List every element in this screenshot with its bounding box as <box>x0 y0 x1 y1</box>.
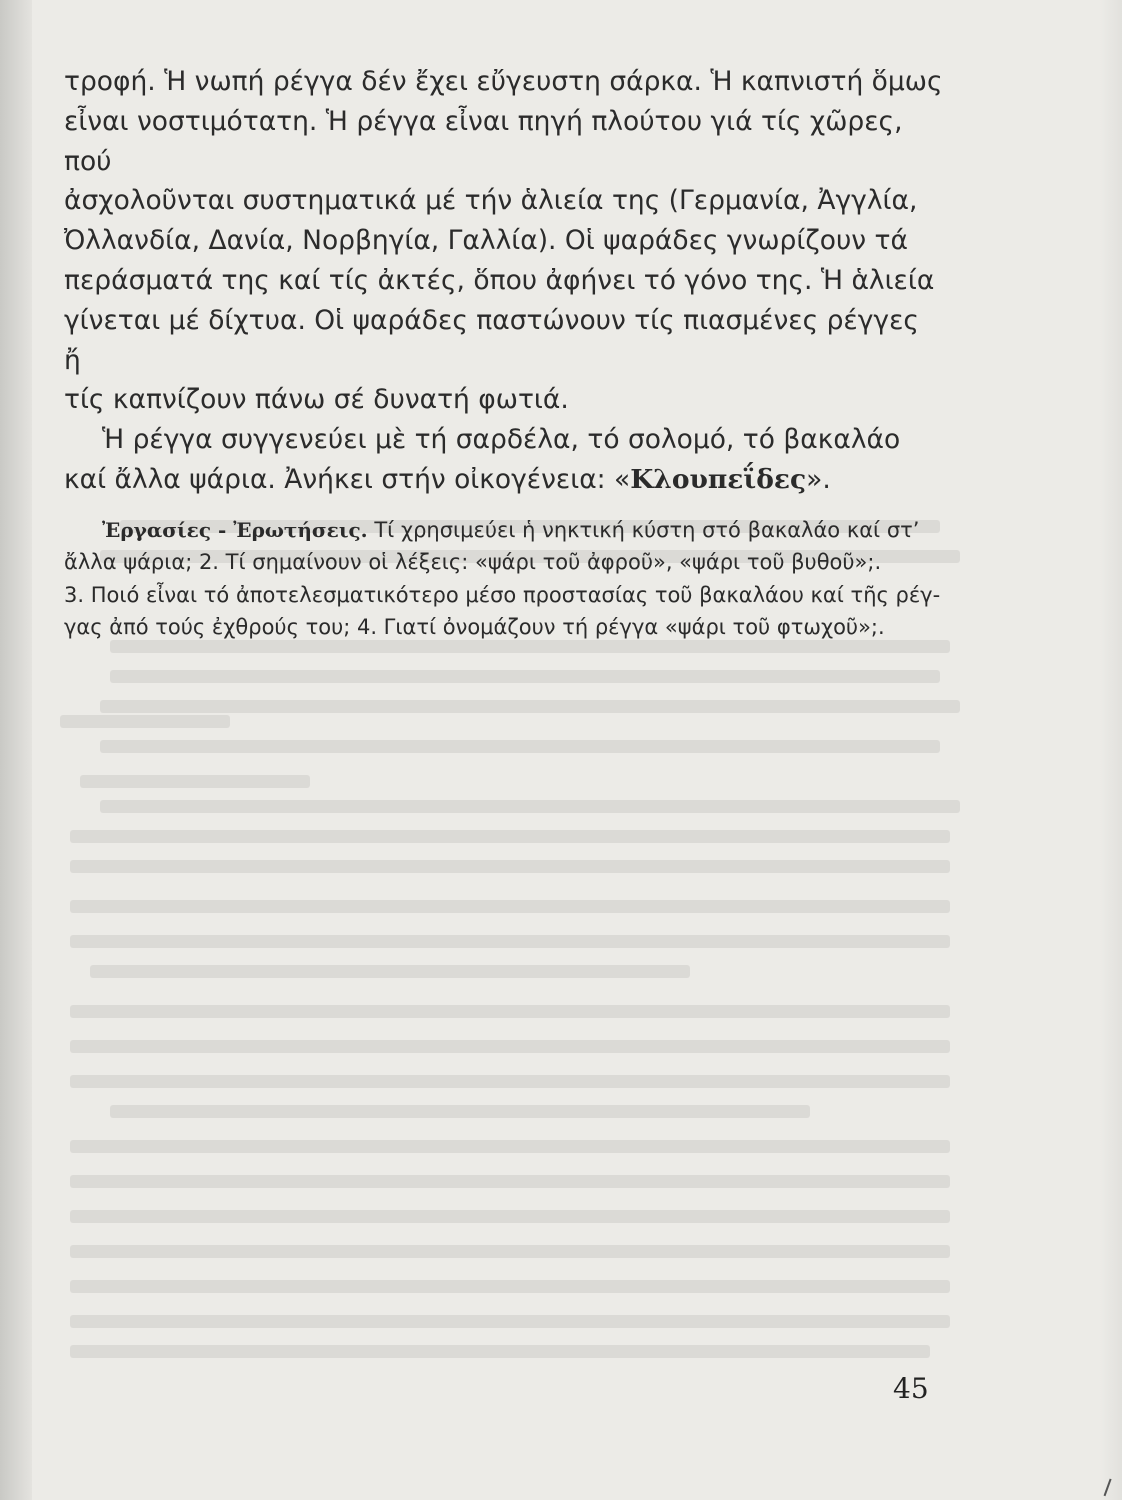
text-line: γίνεται μέ δίχτυα. Οἱ ψαράδες παστώνουν τίς πιασμένες ρέγγες ἤ <box>64 304 919 376</box>
page-number: 45 <box>893 1372 929 1405</box>
exercise-line: 3. Ποιό εἶναι τό ἀποτελεσματικότερο μέσο προστασίας τοῦ βακαλάου καί τῆς ρέγ- <box>64 582 941 607</box>
exercise-line: ἄλλα ψάρια; 2. Τί σημαίνουν οἱ λέξεις: «ψάρι τοῦ ἀφροῦ», «ψάρι τοῦ βυθοῦ»;. <box>64 550 882 575</box>
exercises-label: Ἐργασίες - Ἐρωτήσεις. <box>102 517 368 542</box>
text-line: Ἡ ρέγγα συγγενεύει μὲ τή σαρδέλα, τό σολομό, τό βακαλάο <box>102 424 901 456</box>
exercises-block <box>64 514 944 644</box>
exercise-line <box>64 514 944 546</box>
body-paragraph-1 <box>64 62 944 420</box>
text-segment: καί ἄλλα ψάρια. Ἀνήκει στήν οἰκογένεια: « <box>64 463 631 495</box>
family-name-term: Κλουπεΐδες <box>630 463 807 495</box>
page-text <box>64 62 944 643</box>
exercise-line: γας ἀπό τούς ἐχθρούς του; 4. Γιατί ὀνομάζουν τή ρέγγα «ψάρι τοῦ φτωχοῦ»;. <box>64 614 885 639</box>
book-spine-shadow <box>0 0 32 1500</box>
text-line: τροφή. Ἡ νωπή ρέγγα δέν ἔχει εὔγευστη σάρκα. Ἡ καπνιστή ὅμως <box>64 66 943 97</box>
text-segment: ». <box>806 463 831 495</box>
text-line: Ὀλλανδία, Δανία, Νορβηγία, Γαλλία). Οἱ ψαράδες γνωρίζουν τά <box>64 225 908 257</box>
body-paragraph-2 <box>64 420 944 500</box>
text-line: εἶναι νοστιμότατη. Ἡ ρέγγα εἶναι πηγή πλούτου γιά τίς χῶρες, πού <box>64 105 903 177</box>
text-line: ἀσχολοῦνται συστηματικά μέ τήν ἁλιεία της (Γερμανία, Ἀγγλία, <box>64 185 918 217</box>
text-line: τίς καπνίζουν πάνω σέ δυνατή φωτιά. <box>64 384 569 416</box>
text-segment: Τί χρησιμεύει ἡ νηκτική κύστη στό βακαλάο καί στ’ <box>367 517 920 542</box>
text-line: περάσματά της καί τίς ἀκτές, ὅπου ἀφήνει τό γόνο της. Ἡ ἁλιεία <box>64 264 935 296</box>
text-line <box>64 460 944 500</box>
pencil-mark <box>1090 1474 1111 1496</box>
